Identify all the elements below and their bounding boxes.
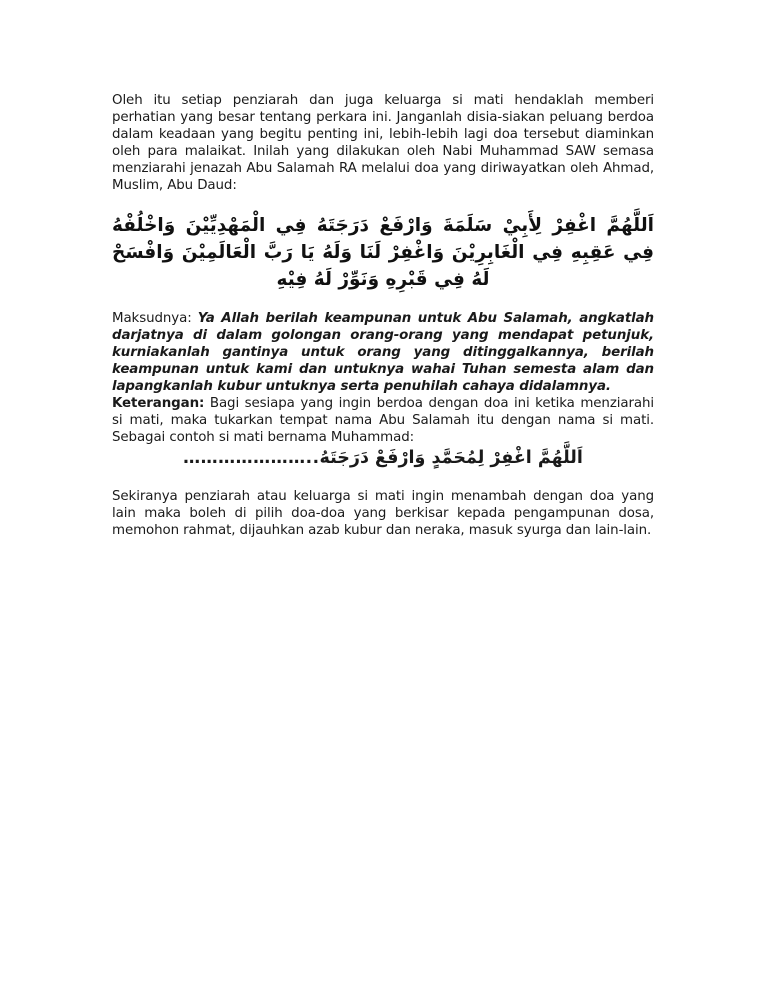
arabic-prayer: اَللَّهُمَّ اغْفِرْ لِأَبِيْ سَلَمَةَ وَارْفَعْ دَرَجَتَهُ فِي الْمَهْدِيِّيْنَ وَاخْلُفْهُ فِي عَقِبِهِ فِي الْغَابِرِيْنَ وَاغْفِرْ لَنَا وَلَهُ يَا رَبَّ الْعَالَمِيْنَ وَافْسَحْ لَهُ فِي قَبْرِهِ وَنَوِّرْ لَهُ فِيْهِ xyxy=(112,215,654,290)
note-label: Keterangan: xyxy=(112,396,205,411)
translation-paragraph xyxy=(112,310,654,395)
note-paragraph xyxy=(112,395,654,446)
translation-label: Maksudnya: xyxy=(112,311,198,326)
note-text: Bagi sesiapa yang ingin berdoa dengan doa ini ketika menziarahi si mati, maka tukarkan tempat nama Abu Salamah itu dengan nama si mati. Sebagai contoh si mati bernama Muhammad: xyxy=(112,396,654,445)
translation-text: Ya Allah berilah keampunan untuk Abu Salamah, angkatlah darjatnya di dalam golongan orang-orang yang mendapat petunjuk, kurniakanlah gantinya untuk orang yang ditinggalkannya, berilah keampunan untuk kami dan untuknya wahai Tuhan semesta alam dan lapangkanlah kubur untuknya serta penuhilah cahaya didalamnya. xyxy=(112,311,654,394)
placeholder-dots: ………………….. xyxy=(183,448,320,468)
example-arabic-prayer: اَللَّهُمَّ اغْفِرْ لِمُحَمَّدٍ وَارْفَعْ دَرَجَتَهُ xyxy=(319,448,583,468)
closing-paragraph: Sekiranya penziarah atau keluarga si mati ingin menambah dengan doa yang lain maka boleh di pilih doa-doa yang berkisar kepada pengampunan dosa, memohon rahmat, dijauhkan azab kubur dan neraka, masuk syurga dan lain-lain. xyxy=(112,489,654,538)
document-page xyxy=(112,92,654,539)
intro-paragraph: Oleh itu setiap penziarah dan juga keluarga si mati hendaklah memberi perhatian yang besar tentang perkara ini. Janganlah disia-siakan peluang berdoa dalam keadaan yang begitu penting ini, lebih-lebih lagi doa tersebut diaminkan oleh para malaikat. Inilah yang dilakukan oleh Nabi Muhammad SAW semasa menziarahi jenazah Abu Salamah RA melalui doa yang diriwayatkan oleh Ahmad, Muslim, Abu Daud: xyxy=(112,93,654,193)
example-prayer xyxy=(112,448,654,468)
